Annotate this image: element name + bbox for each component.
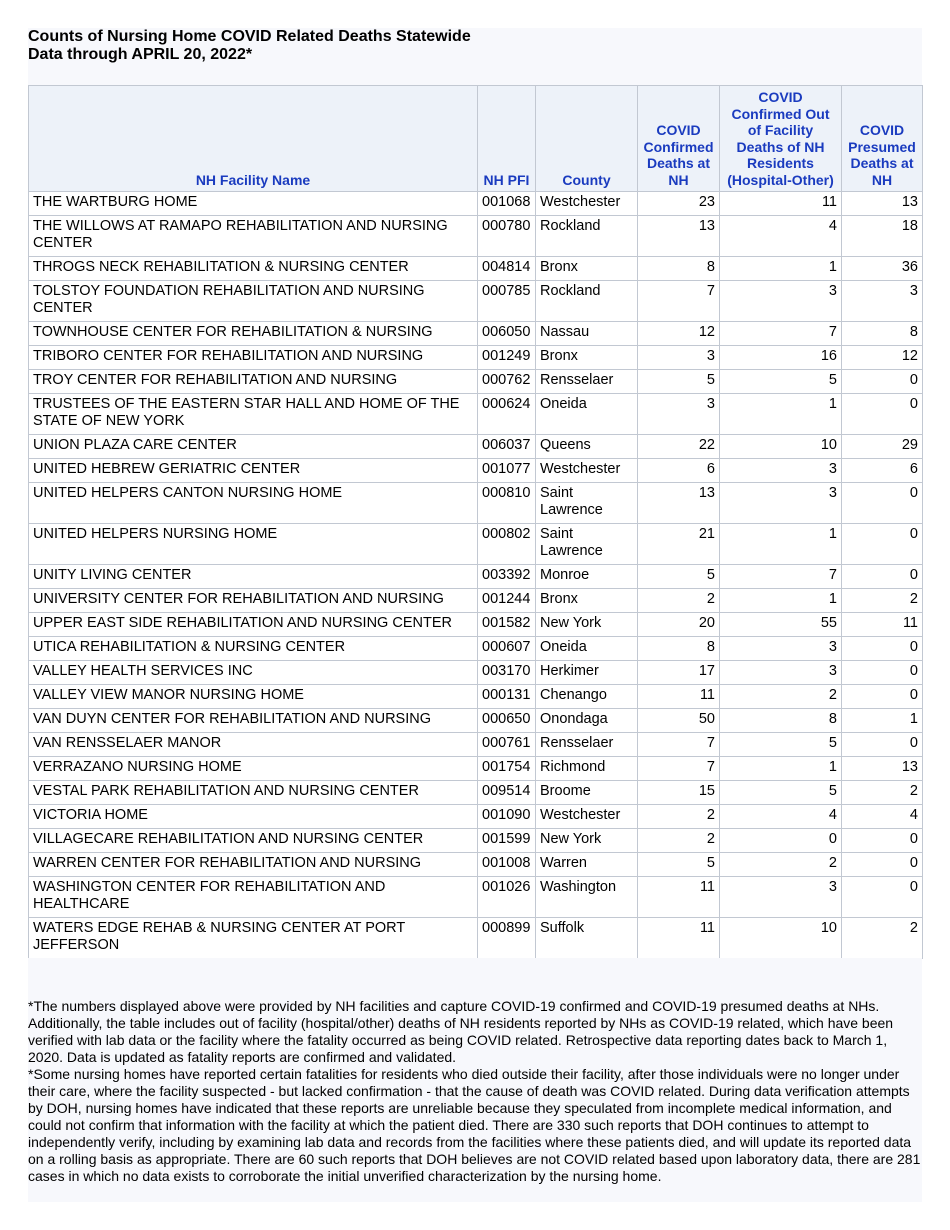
table-row [29, 216, 923, 257]
presumed-deaths: 0 [842, 877, 923, 918]
nh-pfi: 000761 [478, 733, 536, 757]
nh-pfi: 001599 [478, 829, 536, 853]
nh-pfi: 003392 [478, 565, 536, 589]
table-row [29, 394, 923, 435]
county: Bronx [536, 589, 638, 613]
out-of-facility-deaths: 5 [720, 733, 842, 757]
nh-pfi: 006050 [478, 322, 536, 346]
presumed-deaths: 6 [842, 459, 923, 483]
table-row [29, 757, 923, 781]
nh-pfi: 001090 [478, 805, 536, 829]
confirmed-deaths: 17 [638, 661, 720, 685]
facility-name: TOLSTOY FOUNDATION REHABILITATION AND NURSING CENTER [29, 281, 478, 322]
facility-name: UPPER EAST SIDE REHABILITATION AND NURSING CENTER [29, 613, 478, 637]
table-row [29, 524, 923, 565]
out-of-facility-deaths: 10 [720, 918, 842, 959]
confirmed-deaths: 23 [638, 192, 720, 216]
table-row [29, 661, 923, 685]
presumed-deaths: 0 [842, 733, 923, 757]
out-of-facility-deaths: 1 [720, 524, 842, 565]
table-row [29, 435, 923, 459]
out-of-facility-deaths: 16 [720, 346, 842, 370]
facility-name: THE WARTBURG HOME [29, 192, 478, 216]
presumed-deaths: 1 [842, 709, 923, 733]
presumed-deaths: 0 [842, 394, 923, 435]
out-of-facility-deaths: 7 [720, 322, 842, 346]
county: Oneida [536, 637, 638, 661]
nh-pfi: 009514 [478, 781, 536, 805]
presumed-deaths: 2 [842, 589, 923, 613]
confirmed-deaths: 13 [638, 216, 720, 257]
table-row [29, 781, 923, 805]
presumed-deaths: 0 [842, 685, 923, 709]
county: Broome [536, 781, 638, 805]
confirmed-deaths: 2 [638, 829, 720, 853]
table-row [29, 613, 923, 637]
footnotes [28, 958, 922, 1202]
confirmed-deaths: 5 [638, 565, 720, 589]
confirmed-deaths: 7 [638, 281, 720, 322]
facility-name: UTICA REHABILITATION & NURSING CENTER [29, 637, 478, 661]
facility-name: TOWNHOUSE CENTER FOR REHABILITATION & NURSING [29, 322, 478, 346]
county: Saint Lawrence [536, 524, 638, 565]
table-row [29, 281, 923, 322]
nh-pfi: 000785 [478, 281, 536, 322]
out-of-facility-deaths: 4 [720, 805, 842, 829]
nh-pfi: 004814 [478, 257, 536, 281]
nh-pfi: 003170 [478, 661, 536, 685]
out-of-facility-deaths: 4 [720, 216, 842, 257]
table-row [29, 257, 923, 281]
confirmed-deaths: 11 [638, 877, 720, 918]
county: Onondaga [536, 709, 638, 733]
nh-pfi: 001068 [478, 192, 536, 216]
footnote-data-source: *The numbers displayed above were provided by NH facilities and capture COVID-19 confirmed and COVID-19 presumed deaths at NHs. Additionally, the table includes out of facility (hospital/other) deaths of NH residents reported by NHs as COVID-19 related, which have been verified with lab data or the facility where the fatality occurred as being COVID related. Retrospective data reporting dates back to March 1, 2020. Data is updated as fatality reports are confirmed and validated. [28, 998, 894, 1065]
presumed-deaths: 2 [842, 918, 923, 959]
table-row [29, 685, 923, 709]
facility-name: TRUSTEES OF THE EASTERN STAR HALL AND HOME OF THE STATE OF NEW YORK [29, 394, 478, 435]
facility-name: WARREN CENTER FOR REHABILITATION AND NURSING [29, 853, 478, 877]
facility-name: TROY CENTER FOR REHABILITATION AND NURSING [29, 370, 478, 394]
out-of-facility-deaths: 3 [720, 877, 842, 918]
confirmed-deaths: 20 [638, 613, 720, 637]
nh-pfi: 001249 [478, 346, 536, 370]
out-of-facility-deaths: 10 [720, 435, 842, 459]
confirmed-deaths: 2 [638, 589, 720, 613]
col-header-presumed-deaths: COVID Presumed Deaths at NH [842, 86, 923, 192]
presumed-deaths: 12 [842, 346, 923, 370]
nh-pfi: 001026 [478, 877, 536, 918]
table-row [29, 709, 923, 733]
nh-pfi: 001244 [478, 589, 536, 613]
facility-name: VICTORIA HOME [29, 805, 478, 829]
page-subtitle: Data through APRIL 20, 2022* [28, 46, 253, 63]
county: Queens [536, 435, 638, 459]
out-of-facility-deaths: 1 [720, 589, 842, 613]
out-of-facility-deaths: 5 [720, 370, 842, 394]
facility-name: UNITED HEBREW GERIATRIC CENTER [29, 459, 478, 483]
out-of-facility-deaths: 3 [720, 459, 842, 483]
facility-name: UNITED HELPERS CANTON NURSING HOME [29, 483, 478, 524]
nh-pfi: 000131 [478, 685, 536, 709]
presumed-deaths: 0 [842, 524, 923, 565]
out-of-facility-deaths: 7 [720, 565, 842, 589]
nh-pfi: 001008 [478, 853, 536, 877]
nh-pfi: 000802 [478, 524, 536, 565]
county: Bronx [536, 257, 638, 281]
confirmed-deaths: 5 [638, 853, 720, 877]
facility-name: UNION PLAZA CARE CENTER [29, 435, 478, 459]
out-of-facility-deaths: 3 [720, 281, 842, 322]
out-of-facility-deaths: 55 [720, 613, 842, 637]
facility-name: VALLEY HEALTH SERVICES INC [29, 661, 478, 685]
confirmed-deaths: 21 [638, 524, 720, 565]
presumed-deaths: 0 [842, 565, 923, 589]
confirmed-deaths: 22 [638, 435, 720, 459]
nh-pfi: 006037 [478, 435, 536, 459]
confirmed-deaths: 8 [638, 257, 720, 281]
presumed-deaths: 0 [842, 661, 923, 685]
county: Suffolk [536, 918, 638, 959]
facility-name: VILLAGECARE REHABILITATION AND NURSING CENTER [29, 829, 478, 853]
confirmed-deaths: 8 [638, 637, 720, 661]
confirmed-deaths: 3 [638, 346, 720, 370]
presumed-deaths: 3 [842, 281, 923, 322]
confirmed-deaths: 11 [638, 685, 720, 709]
out-of-facility-deaths: 1 [720, 257, 842, 281]
table-row [29, 370, 923, 394]
county: New York [536, 613, 638, 637]
county: Oneida [536, 394, 638, 435]
nh-pfi: 000650 [478, 709, 536, 733]
facility-name: UNIVERSITY CENTER FOR REHABILITATION AND NURSING [29, 589, 478, 613]
table-row [29, 346, 923, 370]
table-row [29, 459, 923, 483]
presumed-deaths: 13 [842, 757, 923, 781]
nh-pfi: 000607 [478, 637, 536, 661]
confirmed-deaths: 11 [638, 918, 720, 959]
county: Monroe [536, 565, 638, 589]
deaths-table [28, 85, 923, 959]
county: Saint Lawrence [536, 483, 638, 524]
facility-name: THROGS NECK REHABILITATION & NURSING CENTER [29, 257, 478, 281]
table-row [29, 805, 923, 829]
col-header-county: County [536, 86, 638, 192]
table-row [29, 853, 923, 877]
confirmed-deaths: 3 [638, 394, 720, 435]
facility-name: UNITY LIVING CENTER [29, 565, 478, 589]
table-row [29, 829, 923, 853]
presumed-deaths: 13 [842, 192, 923, 216]
facility-name: VAN RENSSELAER MANOR [29, 733, 478, 757]
deaths-table-container [28, 85, 922, 959]
table-row [29, 483, 923, 524]
presumed-deaths: 8 [842, 322, 923, 346]
presumed-deaths: 4 [842, 805, 923, 829]
presumed-deaths: 0 [842, 483, 923, 524]
facility-name: UNITED HELPERS NURSING HOME [29, 524, 478, 565]
county: Herkimer [536, 661, 638, 685]
table-row [29, 918, 923, 959]
confirmed-deaths: 15 [638, 781, 720, 805]
out-of-facility-deaths: 1 [720, 757, 842, 781]
out-of-facility-deaths: 0 [720, 829, 842, 853]
col-header-facility-name: NH Facility Name [29, 86, 478, 192]
out-of-facility-deaths: 11 [720, 192, 842, 216]
county: Washington [536, 877, 638, 918]
out-of-facility-deaths: 5 [720, 781, 842, 805]
county: Rensselaer [536, 733, 638, 757]
nh-pfi: 000810 [478, 483, 536, 524]
presumed-deaths: 0 [842, 853, 923, 877]
presumed-deaths: 18 [842, 216, 923, 257]
table-header-row [29, 86, 923, 192]
facility-name: THE WILLOWS AT RAMAPO REHABILITATION AND NURSING CENTER [29, 216, 478, 257]
nh-pfi: 000762 [478, 370, 536, 394]
table-row [29, 322, 923, 346]
confirmed-deaths: 5 [638, 370, 720, 394]
county: Westchester [536, 805, 638, 829]
confirmed-deaths: 12 [638, 322, 720, 346]
confirmed-deaths: 7 [638, 733, 720, 757]
county: Rockland [536, 216, 638, 257]
county: New York [536, 829, 638, 853]
col-header-nh-pfi: NH PFI [478, 86, 536, 192]
col-header-out-of-facility-deaths: COVID Confirmed Out of Facility Deaths of NH Residents (Hospital-Other) [720, 86, 842, 192]
presumed-deaths: 0 [842, 370, 923, 394]
county: Rockland [536, 281, 638, 322]
out-of-facility-deaths: 8 [720, 709, 842, 733]
table-row [29, 565, 923, 589]
out-of-facility-deaths: 2 [720, 853, 842, 877]
facility-name: VALLEY VIEW MANOR NURSING HOME [29, 685, 478, 709]
out-of-facility-deaths: 3 [720, 661, 842, 685]
confirmed-deaths: 13 [638, 483, 720, 524]
facility-name: VERRAZANO NURSING HOME [29, 757, 478, 781]
footnote-unverified-reports: *Some nursing homes have reported certain fatalities for residents who died outside their facility, after those individuals were no longer under their care, where the facility suspected - but lacked confirmation - that the cause of death was COVID related. During data verification attempts by DOH, nursing homes have indicated that these reports are unreliable because they speculated from incomplete medical information, and could not confirm that information with the facility at which the patient died. There are 330 such reports that DOH continues to attempt to independently verify, including by examining lab data and records from the facilities where these patients died, and will update its reported data on a rolling basis as appropriate. There are 60 such reports that DOH believes are not COVID related based upon laboratory data, there are 281 cases in which no data exists to corroborate the initial unverified characterization by the nursing home. [28, 1066, 921, 1184]
presumed-deaths: 2 [842, 781, 923, 805]
confirmed-deaths: 7 [638, 757, 720, 781]
county: Chenango [536, 685, 638, 709]
out-of-facility-deaths: 3 [720, 637, 842, 661]
county: Warren [536, 853, 638, 877]
col-header-confirmed-deaths: COVID Confirmed Deaths at NH [638, 86, 720, 192]
out-of-facility-deaths: 2 [720, 685, 842, 709]
out-of-facility-deaths: 1 [720, 394, 842, 435]
table-row [29, 637, 923, 661]
table-row [29, 877, 923, 918]
presumed-deaths: 0 [842, 637, 923, 661]
facility-name: TRIBORO CENTER FOR REHABILITATION AND NURSING [29, 346, 478, 370]
nh-pfi: 001077 [478, 459, 536, 483]
facility-name: VESTAL PARK REHABILITATION AND NURSING CENTER [29, 781, 478, 805]
table-row [29, 192, 923, 216]
county: Nassau [536, 322, 638, 346]
nh-pfi: 000624 [478, 394, 536, 435]
county: Bronx [536, 346, 638, 370]
nh-pfi: 000780 [478, 216, 536, 257]
out-of-facility-deaths: 3 [720, 483, 842, 524]
presumed-deaths: 36 [842, 257, 923, 281]
nh-pfi: 000899 [478, 918, 536, 959]
report-header [28, 28, 922, 86]
facility-name: WATERS EDGE REHAB & NURSING CENTER AT PORT JEFFERSON [29, 918, 478, 959]
presumed-deaths: 0 [842, 829, 923, 853]
presumed-deaths: 29 [842, 435, 923, 459]
county: Richmond [536, 757, 638, 781]
confirmed-deaths: 2 [638, 805, 720, 829]
nh-pfi: 001754 [478, 757, 536, 781]
county: Westchester [536, 459, 638, 483]
table-row [29, 589, 923, 613]
confirmed-deaths: 50 [638, 709, 720, 733]
county: Rensselaer [536, 370, 638, 394]
county: Westchester [536, 192, 638, 216]
nh-pfi: 001582 [478, 613, 536, 637]
confirmed-deaths: 6 [638, 459, 720, 483]
presumed-deaths: 11 [842, 613, 923, 637]
facility-name: VAN DUYN CENTER FOR REHABILITATION AND NURSING [29, 709, 478, 733]
facility-name: WASHINGTON CENTER FOR REHABILITATION AND HEALTHCARE [29, 877, 478, 918]
page-title: Counts of Nursing Home COVID Related Deaths Statewide [28, 28, 471, 45]
table-row [29, 733, 923, 757]
